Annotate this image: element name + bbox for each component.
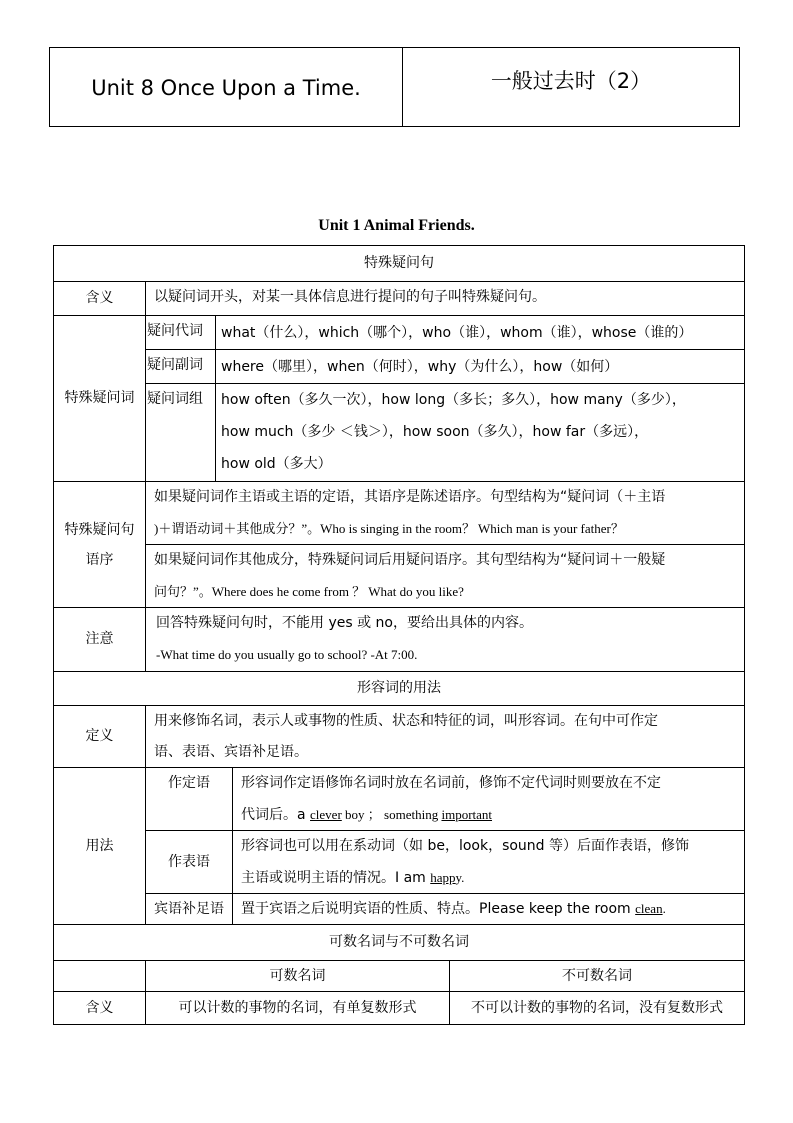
pronoun-label: 疑问代词 <box>146 316 216 350</box>
word-order-label <box>54 482 146 608</box>
adverb-label: 疑问副词 <box>146 350 216 384</box>
attributive-line-2-middle: boy ； something <box>341 807 442 822</box>
predicative-line-2-prefix: 主语或说明主语的情况。I am <box>241 870 431 886</box>
countable-header: 可数名词 <box>146 961 450 992</box>
noun-header-empty <box>54 961 146 992</box>
example-clever: clever <box>310 807 342 822</box>
predicative-line-2-suffix: y. <box>455 870 465 885</box>
phrase-text <box>216 384 744 482</box>
complement-label: 宾语补足语 <box>146 894 233 925</box>
adverb-text: where（哪里），when（何时），why（为什么），how（如何） <box>216 350 744 384</box>
grammar-table <box>53 245 745 1025</box>
definition-text <box>146 706 744 768</box>
complement-text-suffix: . <box>662 901 666 916</box>
header-topic-title: 一般过去时（2） <box>490 69 652 93</box>
document-subtitle: Unit 1 Animal Friends. <box>318 217 475 234</box>
predicative-text <box>233 831 744 894</box>
complement-text-prefix: 置于宾语之后说明宾语的性质、特点。Please keep the room <box>241 901 636 917</box>
phrase-line-2: how much（多少 ＜钱＞），how soon（多久），how far（多远）， <box>221 424 649 440</box>
header-unit-title: Unit 8 Once Upon a Time. <box>50 48 403 126</box>
word-order-rule-2-line-1: 如果疑问词作其他成分，特殊疑问词后用疑问语序。其句型结构为“疑问词＋一般疑 <box>154 552 666 568</box>
section-title-wh-questions: 特殊疑问句 <box>54 246 744 282</box>
word-order-label-line-1: 特殊疑问句 <box>64 521 135 538</box>
predicative-line-1: 形容词也可以用在系动词（如 be，look，sound 等）后面作表语，修饰 <box>241 838 690 854</box>
predicative-label: 作表语 <box>146 831 233 894</box>
complement-text <box>233 894 744 925</box>
wh-words-label: 特殊疑问词 <box>54 316 146 482</box>
note-text <box>146 608 744 672</box>
meaning-text: 以疑问词开头，对某一具体信息进行提问的句子叫特殊疑问句。 <box>146 282 744 316</box>
usage-label: 用法 <box>54 768 146 925</box>
attributive-line-2-prefix: 代词后。a <box>241 807 311 823</box>
definition-line-1: 用来修饰名词，表示人或事物的性质、状态和特征的词，叫形容词。在句中可作定 <box>154 713 658 729</box>
word-order-rule-2-line-2: 问句？”。Where does he come from ？ What do you like? <box>154 584 464 599</box>
attributive-text <box>233 768 744 831</box>
note-label: 注意 <box>54 608 146 672</box>
phrase-label: 疑问词组 <box>146 384 216 482</box>
note-line-1: 回答特殊疑问句时，不能用 yes 或 no，要给出具体的内容。 <box>156 615 533 631</box>
word-order-rule-1-line-1: 如果疑问词作主语或主语的定语，其语序是陈述语序。句型结构为“疑问词（＋主语 <box>154 489 666 505</box>
attributive-line-1: 形容词作定语修饰名词时放在名词前，修饰不定代词时则要放在不定 <box>241 775 661 791</box>
uncountable-header: 不可数名词 <box>450 961 744 992</box>
section-title-adjectives: 形容词的用法 <box>54 672 744 706</box>
uncountable-meaning: 不可以计数的事物的名词，没有复数形式 <box>471 999 723 1016</box>
countable-meaning: 可以计数的事物的名词，有单复数形式 <box>146 992 450 1024</box>
example-happy: happ <box>430 870 456 885</box>
note-line-2: -What time do you usually go to school? -At 7:00. <box>156 647 418 662</box>
header-table <box>49 47 740 127</box>
example-clean: clean <box>635 901 663 916</box>
pronoun-text: what（什么），which（哪个），who（谁），whom（谁），whose（谁的） <box>216 316 744 350</box>
attributive-label: 作定语 <box>146 768 233 831</box>
example-important: important <box>441 807 493 822</box>
section-title-nouns: 可数名词与不可数名词 <box>54 925 744 961</box>
phrase-line-3: how old（多大） <box>221 456 332 472</box>
meaning-label: 含义 <box>54 282 146 316</box>
word-order-rule-2 <box>146 545 744 608</box>
definition-line-2: 语、表语、宾语补足语。 <box>154 744 308 760</box>
word-order-label-line-2: 语序 <box>85 551 114 568</box>
noun-meaning-label: 含义 <box>54 992 146 1024</box>
phrase-line-1: how often（多久一次），how long（多长；多久），how many（多少）， <box>221 392 686 408</box>
word-order-rule-1-line-2: )＋谓语动词＋其他成分？”。Who is singing in the room？ Which man is your father？ <box>154 521 624 536</box>
definition-label: 定义 <box>54 706 146 768</box>
attributive-line-2 <box>241 799 744 831</box>
predicative-line-2 <box>241 862 744 894</box>
word-order-rule-1 <box>146 482 744 545</box>
